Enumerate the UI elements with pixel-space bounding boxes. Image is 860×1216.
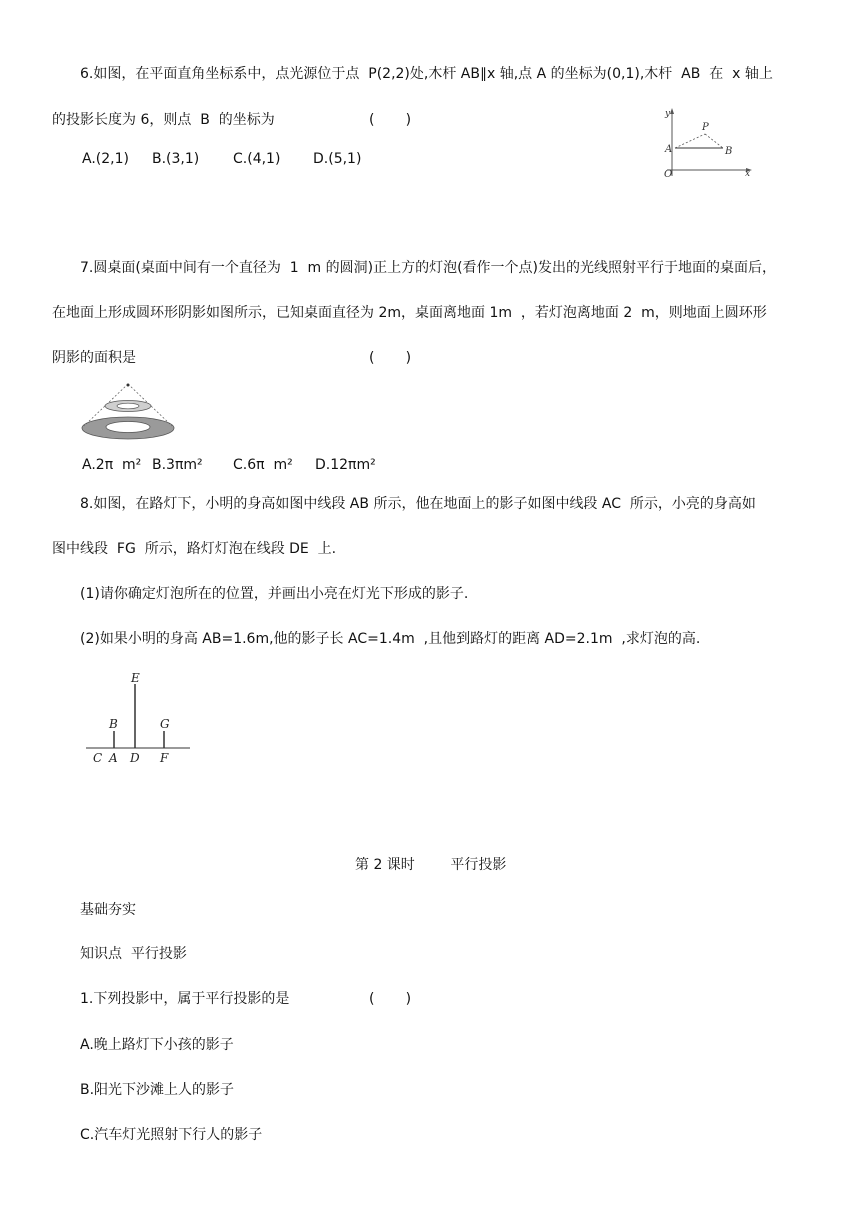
q6-option-c: C.(4,1) <box>233 151 281 167</box>
q7-option-b: B.3πm² <box>152 457 203 473</box>
q1-option-c: C.汽车灯光照射下行人的影子 <box>80 1127 263 1143</box>
q6-ray-pb <box>705 134 723 148</box>
section-level-heading: 基础夯实 <box>80 902 136 918</box>
q6-label-o: O <box>664 169 673 180</box>
q6-label-b: B <box>725 146 733 157</box>
q6-coordinate-figure <box>655 104 755 184</box>
q6-label-a: A <box>665 144 673 155</box>
q8-label-g: G <box>160 717 170 731</box>
q6-label-p: P <box>702 122 709 133</box>
q7-stem-line3: 阴影的面积是 <box>52 350 136 366</box>
section-title: 第 2 课时 平行投影 <box>355 857 507 873</box>
q6-label-x: x <box>745 169 751 179</box>
q1-option-b: B.阳光下沙滩上人的影子 <box>80 1082 235 1098</box>
q8-label-b: B <box>109 717 118 731</box>
q8-stem-line2: 图中线段 FG 所示，路灯灯泡在线段 DE 上. <box>52 541 337 557</box>
q8-part2: (2)如果小明的身高 AB=1.6m,他的影子长 AC=1.4m ,且他到路灯的距离 AD=2.1m ,求灯泡的高. <box>80 631 701 647</box>
q8-label-a: A <box>109 751 118 765</box>
q6-option-d: D.(5,1) <box>313 151 362 167</box>
q7-bulb <box>127 384 130 387</box>
q8-label-d: D <box>130 751 140 765</box>
section-topic-heading: 知识点 平行投影 <box>80 946 187 962</box>
q6-stem-line2: 的投影长度为 6，则点 B 的坐标为 <box>52 112 275 128</box>
q7-table-hole <box>117 403 139 409</box>
q6-answer-paren: ( ) <box>369 112 412 128</box>
q7-answer-paren: ( ) <box>369 350 412 366</box>
q7-ground-hole <box>106 422 150 433</box>
q8-label-c: C <box>93 751 103 765</box>
q8-stem-line1: 8.如图，在路灯下，小明的身高如图中线段 AB 所示，他在地面上的影子如图中线段 AC 所示，小亮的身高如 <box>80 496 756 512</box>
q6-label-y: y <box>665 109 671 119</box>
q8-part1: (1)请你确定灯泡所在的位置，并画出小亮在灯光下形成的影子. <box>80 586 469 602</box>
q1-option-a: A.晚上路灯下小孩的影子 <box>80 1037 234 1053</box>
q8-label-e: E <box>131 671 140 685</box>
q6-ray-pa <box>675 134 705 148</box>
q7-option-a: A.2π m² <box>82 457 142 473</box>
q1-stem: 1.下列投影中，属于平行投影的是 <box>80 991 290 1007</box>
q6-option-b: B.(3,1) <box>152 151 200 167</box>
q7-stem-line2: 在地面上形成圆环形阴影如图所示，已知桌面直径为 2m，桌面离地面 1m ，若灯泡离地面 2 m，则地面上圆环形 <box>52 305 767 321</box>
q8-label-f: F <box>160 751 169 765</box>
q6-stem-line1: 6.如图，在平面直角坐标系中，点光源位于点 P(2,2)处,木杆 AB∥x 轴,点 A 的坐标为(0,1),木杆 AB 在 x 轴上 <box>80 66 773 82</box>
q6-option-a: A.(2,1) <box>82 151 129 167</box>
q7-stem-line1: 7.圆桌面(桌面中间有一个直径为 1 m 的圆洞)正上方的灯泡(看作一个点)发出的光线照射平行于地面的桌面后， <box>80 260 776 276</box>
q7-option-d: D.12πm² <box>315 457 376 473</box>
q1-answer-paren: ( ) <box>369 991 412 1007</box>
q7-cone-shadow-figure <box>80 382 180 442</box>
q8-streetlight-figure <box>84 670 199 770</box>
q7-option-c: C.6π m² <box>233 457 293 473</box>
